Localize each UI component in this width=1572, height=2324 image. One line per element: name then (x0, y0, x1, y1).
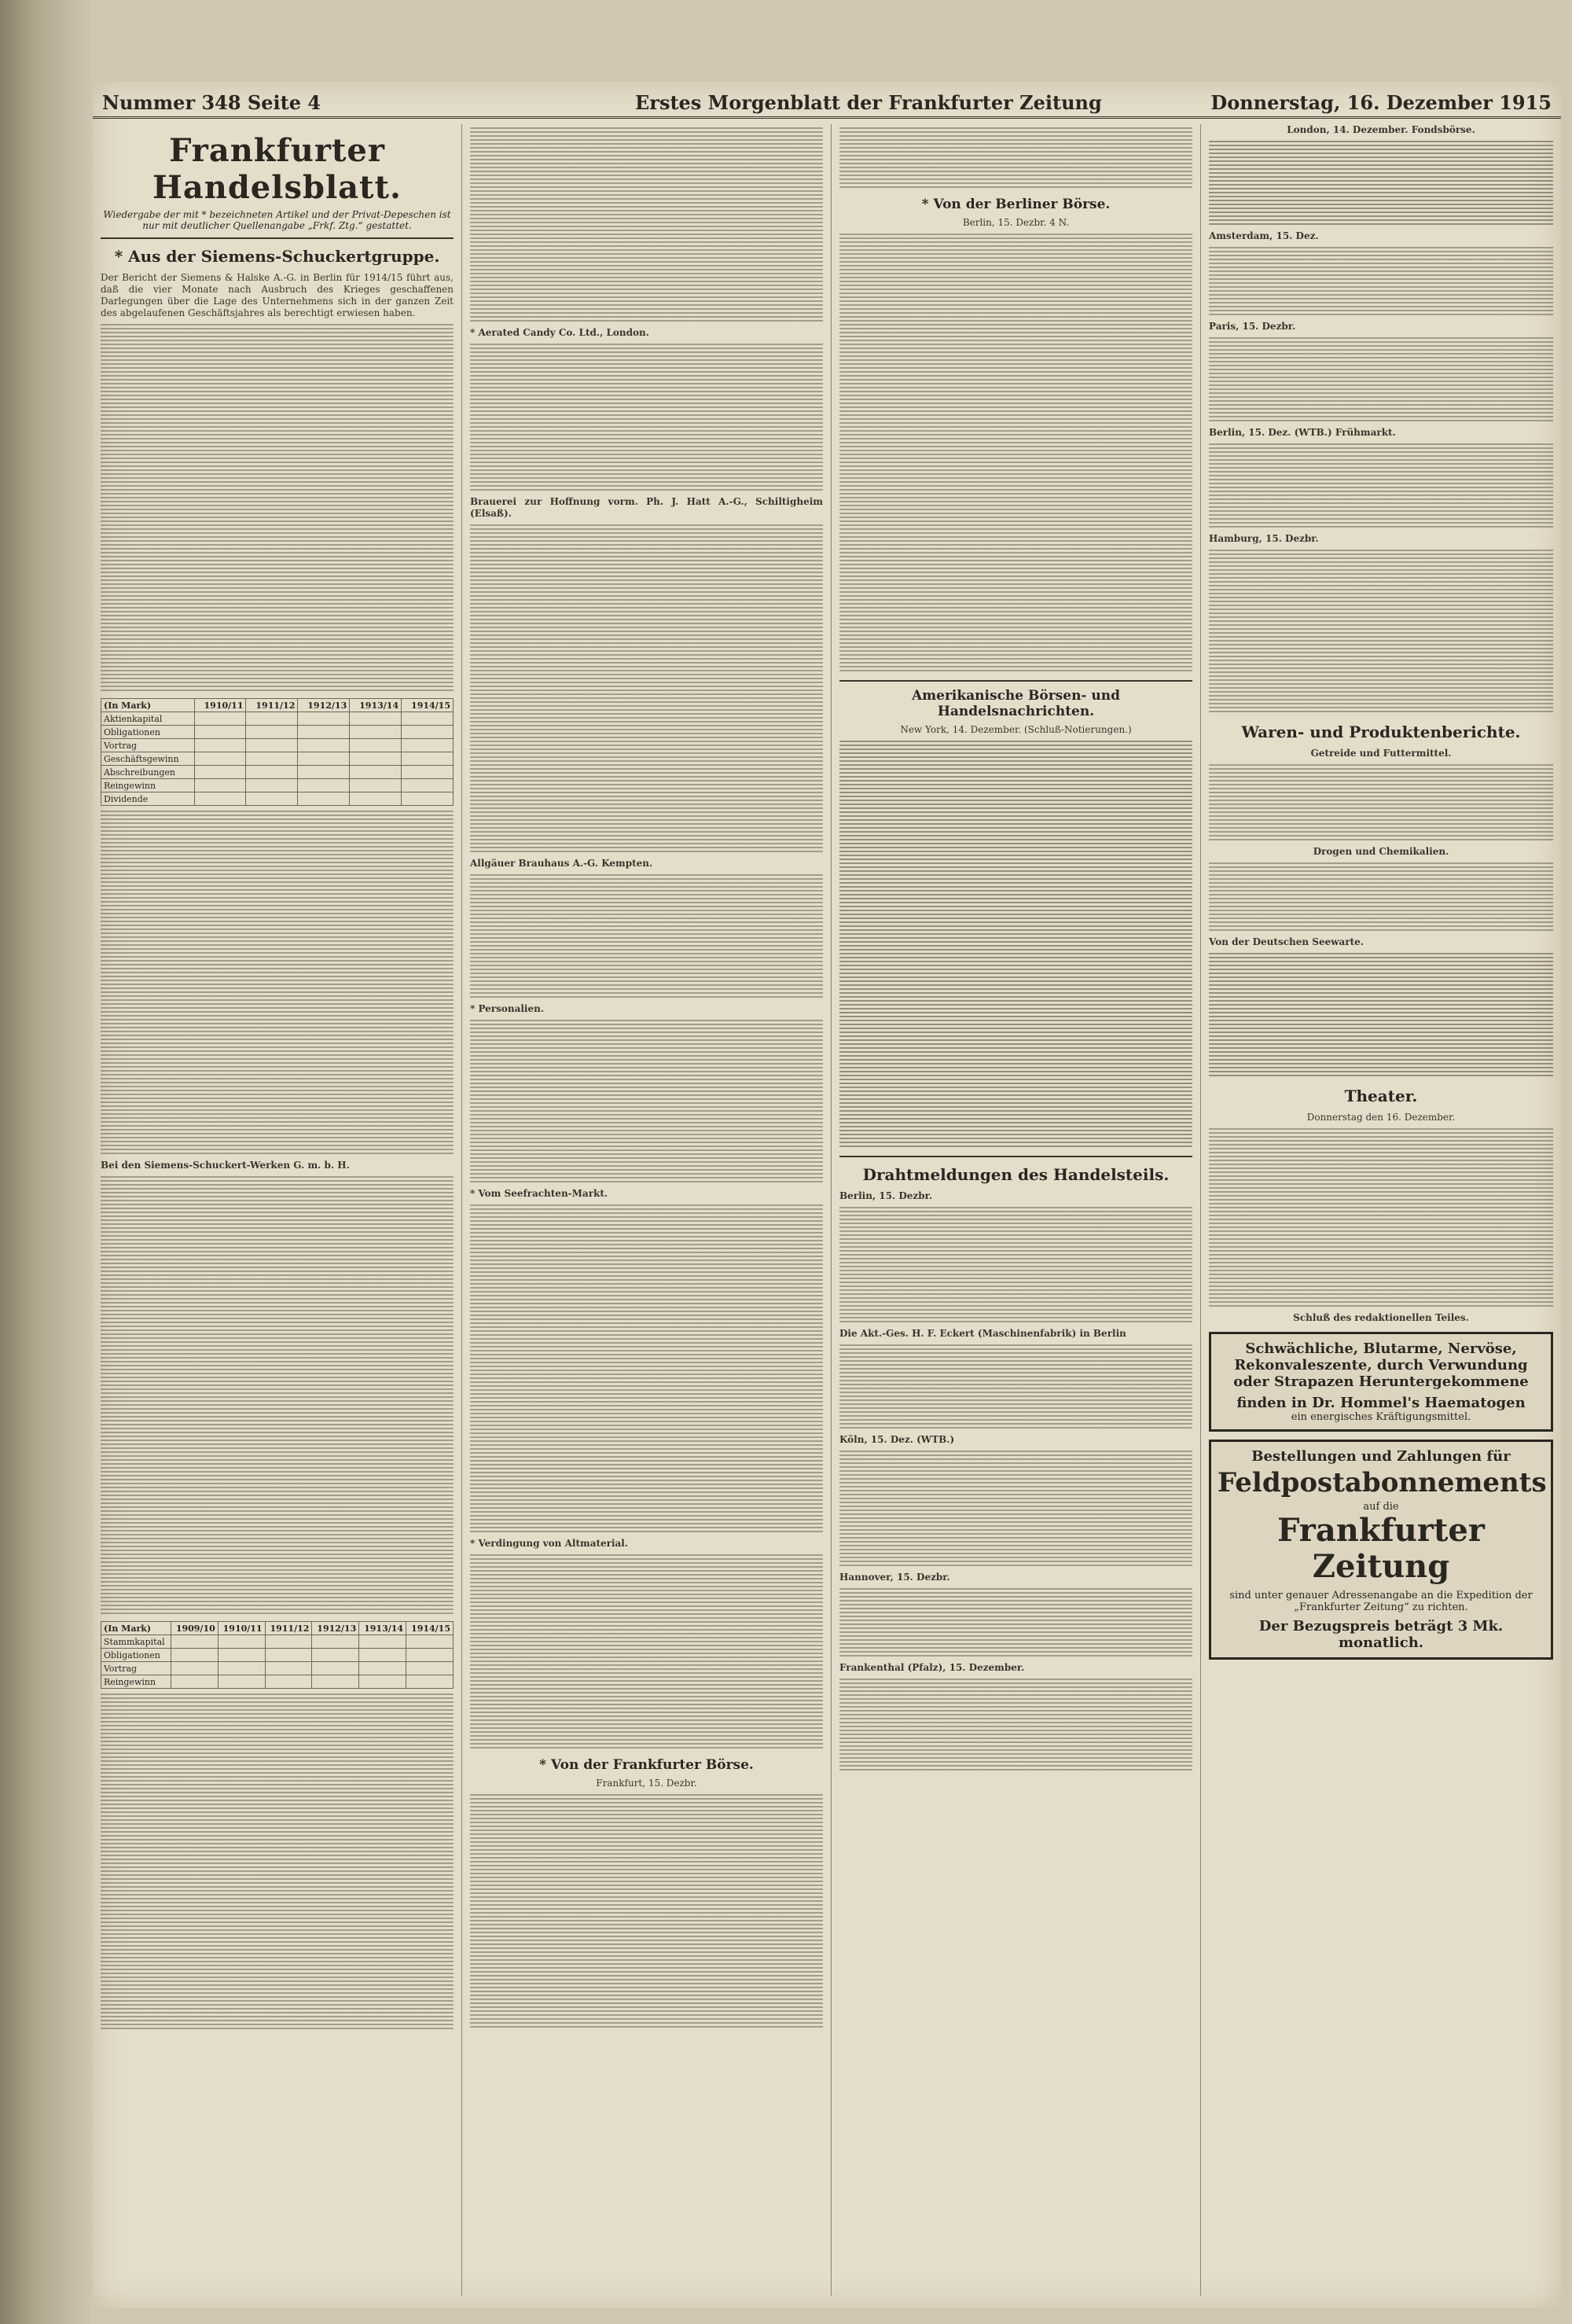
article-body-text (839, 234, 1192, 674)
article-body-text (470, 524, 823, 855)
ad-price: Der Bezugspreis beträgt 3 Mk. monatlich. (1258, 1618, 1504, 1651)
section-title-us-markets: Amerikanische Börsen- und Handelsnachrichten. (911, 688, 1121, 719)
article-body-text (1209, 247, 1553, 318)
table-row (101, 792, 454, 806)
table-cell (402, 752, 454, 766)
header-page-number: Nummer 348 Seite 4 (102, 91, 321, 114)
table-cell (402, 726, 454, 739)
article-title-siemens: * Aus der Siemens-Schuckertgruppe. (114, 247, 440, 266)
article-body-text (101, 811, 454, 1156)
table-cell: Obligationen (101, 1649, 171, 1662)
masthead-note: Wiedergabe der mit * bezeichneten Artikel und der Privat-Depeschen ist nur mit deutlicher Quellenangabe „Frkf. Ztg.“ gestattet. (103, 209, 451, 231)
table-cell (359, 1662, 406, 1675)
table-cell (350, 739, 402, 752)
article-body-text (1209, 862, 1553, 933)
table-cell (171, 1635, 218, 1649)
table-cell: Abschreibungen (101, 766, 195, 779)
table-cell (246, 779, 298, 792)
article-body-text (839, 1588, 1192, 1659)
table-cell (359, 1649, 406, 1662)
table-cell: Vortrag (101, 739, 195, 752)
table-row (101, 752, 454, 766)
table-cell (194, 792, 246, 806)
wire-report-lead: Berlin, 15. Dezbr. (839, 1190, 932, 1201)
article-body-text (470, 874, 823, 1000)
article-body-text (101, 1176, 454, 1616)
table-cell (350, 792, 402, 806)
section-title-frankfurt-boerse: * Von der Frankfurter Börse. (539, 1757, 754, 1773)
divider (101, 237, 454, 239)
table-row (101, 1649, 454, 1662)
article-body-text (839, 1679, 1192, 1773)
ad-auf-die: auf die (1363, 1501, 1399, 1513)
table-cell (265, 1675, 312, 1689)
table-row (101, 1662, 454, 1675)
table-cell (312, 1675, 359, 1689)
table-cell (350, 752, 402, 766)
table-cell (246, 739, 298, 752)
ad-top-line: Bestellungen und Zahlungen für (1251, 1448, 1511, 1465)
table-cell (246, 766, 298, 779)
weather-table-title: Von der Deutschen Seewarte. (1209, 936, 1364, 947)
table-cell (402, 712, 454, 726)
subsection-drogen: Drogen und Chemikalien. (1313, 846, 1449, 857)
table-cell (218, 1675, 265, 1689)
table-cell (406, 1649, 454, 1662)
table-cell (171, 1662, 218, 1675)
notice-brauerei-hoffnung: Brauerei zur Hoffnung vorm. Ph. J. Hatt A.-G., Schiltigheim (Elsaß). (470, 496, 823, 519)
table-cell (298, 792, 350, 806)
editorial-end-note: Schluß des redaktionellen Teiles. (1293, 1312, 1469, 1323)
article-body-text (839, 1344, 1192, 1431)
table-cell (246, 792, 298, 806)
ad-paper-name: Frankfurter Zeitung (1277, 1512, 1485, 1585)
table-row (101, 1635, 454, 1649)
table-cell (246, 752, 298, 766)
section-title-waren: Waren- und Produktenberichte. (1241, 723, 1521, 741)
section-title-drahtmeldungen: Drahtmeldungen des Handelsteils. (862, 1165, 1170, 1184)
table-header-cell: 1912/13 (312, 1622, 359, 1635)
table-cell: Stammkapital (101, 1635, 171, 1649)
column-2 (462, 124, 832, 2296)
amsterdam-report: Amsterdam, 15. Dez. (1209, 230, 1319, 241)
table-cell (194, 766, 246, 779)
article-body-text (470, 1020, 823, 1185)
masthead: Frankfurter Handelsblatt. (152, 132, 402, 206)
table-header-row (101, 699, 454, 712)
article-body-text (839, 1207, 1192, 1325)
table-cell (194, 752, 246, 766)
dateline: New York, 14. Dezember. (Schluß-Notierungen.) (900, 724, 1132, 735)
ad-line: oder Strapazen Heruntergekommene (1233, 1373, 1529, 1390)
table-cell (218, 1635, 265, 1649)
table-cell (350, 779, 402, 792)
ad-body: sind unter genauer Adressenangabe an die Expedition der „Frankfurter Zeitung“ zu richten. (1229, 1590, 1533, 1613)
table-cell (312, 1662, 359, 1675)
table-header-cell: 1914/15 (406, 1622, 454, 1635)
table-cell (406, 1662, 454, 1675)
wire-report-lead: Die Akt.-Ges. H. F. Eckert (Maschinenfabrik) in Berlin (839, 1328, 1126, 1339)
table-header-cell: 1913/14 (350, 699, 402, 712)
article-body-text (839, 127, 1192, 190)
advertisement-feldpost (1209, 1440, 1553, 1660)
table-header-cell: (In Mark) (101, 699, 195, 712)
table-row (101, 1675, 454, 1689)
table-header-cell: 1911/12 (265, 1622, 312, 1635)
financial-table-2 (101, 1621, 454, 1689)
table-header-row (101, 1622, 454, 1635)
article-body-text (470, 1554, 823, 1751)
article-body-text (1209, 764, 1553, 843)
table-cell (298, 766, 350, 779)
table-cell (246, 712, 298, 726)
table-cell (218, 1662, 265, 1675)
stock-quote-table (839, 741, 1192, 1149)
table-row (101, 739, 454, 752)
article-lead: Der Bericht der Siemens & Halske A.-G. in Berlin für 1914/15 führt aus, daß die vier Monate nach Ausbruch des Krieges geschaffenen Darlegungen über die Lage des Unternehmens sich in der ganzen Zeit des abgelaufenen Geschäftsjahres als berechtigt erwiesen haben. (101, 272, 454, 318)
article-body-text (470, 1204, 823, 1535)
table-cell (406, 1675, 454, 1689)
table-cell (359, 1675, 406, 1689)
table-cell (298, 779, 350, 792)
table-cell (350, 726, 402, 739)
table-cell (350, 712, 402, 726)
table-row (101, 726, 454, 739)
table-cell (194, 739, 246, 752)
table-header-cell: 1910/11 (194, 699, 246, 712)
table-cell (265, 1635, 312, 1649)
notice-seefrachten: * Vom Seefrachten-Markt. (470, 1188, 608, 1199)
table-cell (218, 1649, 265, 1662)
berlin-product-report: Berlin, 15. Dez. (WTB.) Frühmarkt. (1209, 427, 1396, 438)
table-header-cell: 1911/12 (246, 699, 298, 712)
page-header (93, 90, 1561, 119)
table-header-cell: (In Mark) (101, 1622, 171, 1635)
dateline: Frankfurt, 15. Dezbr. (596, 1778, 697, 1789)
financial-table-1 (101, 698, 454, 806)
column-3 (832, 124, 1201, 2296)
table-cell (298, 726, 350, 739)
article-body-text (1209, 550, 1553, 715)
article-body-text (101, 324, 454, 693)
table-cell (402, 779, 454, 792)
notice-personalien: * Personalien. (470, 1003, 545, 1014)
hamburg-report: Hamburg, 15. Dezbr. (1209, 533, 1319, 544)
table-cell (246, 726, 298, 739)
table-cell: Aktienkapital (101, 712, 195, 726)
table-header-cell: 1913/14 (359, 1622, 406, 1635)
table-cell: Dividende (101, 792, 195, 806)
header-edition: Erstes Morgenblatt der Frankfurter Zeitung (635, 91, 1102, 114)
header-date: Donnerstag, 16. Dezember 1915 (1210, 91, 1552, 114)
subsection-getreide: Getreide und Futtermittel. (1310, 748, 1452, 759)
table-cell (359, 1635, 406, 1649)
ad-line: Schwächliche, Blutarme, Nervöse, (1245, 1340, 1517, 1357)
table-cell (406, 1635, 454, 1649)
theater-date: Donnerstag den 16. Dezember. (1306, 1112, 1456, 1123)
table-cell (298, 712, 350, 726)
table-cell: Reingewinn (101, 1675, 171, 1689)
table-row (101, 779, 454, 792)
dateline: Berlin, 15. Dezbr. 4 N. (962, 217, 1070, 228)
table-header-cell: 1914/15 (402, 699, 454, 712)
table-cell (402, 792, 454, 806)
table-cell (194, 779, 246, 792)
book-binding (0, 0, 93, 2324)
exchange-quote-table (1209, 141, 1553, 227)
table-cell (312, 1635, 359, 1649)
table-cell (312, 1649, 359, 1662)
table-cell (265, 1649, 312, 1662)
section-title-berlin-boerse: * Von der Berliner Börse. (921, 197, 1111, 212)
newspaper-page (93, 82, 1561, 2308)
table-cell (402, 766, 454, 779)
london-exchange-head: London, 14. Dezember. Fondsbörse. (1287, 124, 1475, 135)
article-body-text (839, 1451, 1192, 1568)
table-cell (350, 766, 402, 779)
table-cell (265, 1662, 312, 1675)
wire-report-lead: Hannover, 15. Dezbr. (839, 1572, 950, 1583)
table-cell (194, 712, 246, 726)
table-cell: Vortrag (101, 1662, 171, 1675)
table-cell (298, 739, 350, 752)
wire-report-lead: Köln, 15. Dez. (WTB.) (839, 1434, 955, 1445)
table-header-cell: 1909/10 (171, 1622, 218, 1635)
table-row (101, 712, 454, 726)
table-header-cell: 1910/11 (218, 1622, 265, 1635)
article-body-text (470, 127, 823, 324)
article-subtitle: Bei den Siemens-Schuckert-Werken G. m. b. H. (101, 1160, 350, 1171)
table-cell: Reingewinn (101, 779, 195, 792)
table-cell: Geschäftsgewinn (101, 752, 195, 766)
column-1 (93, 124, 462, 2296)
table-cell (171, 1649, 218, 1662)
column-4 (1201, 124, 1561, 2296)
table-cell (402, 739, 454, 752)
table-cell: Obligationen (101, 726, 195, 739)
ad-brand: finden in Dr. Hommel's Haematogen (1236, 1395, 1526, 1411)
article-body-text (1209, 337, 1553, 424)
divider (839, 680, 1192, 682)
notice-allgaeuer: Allgäuer Brauhaus A.-G. Kempten. (470, 858, 653, 869)
ad-tagline: ein energisches Kräftigungsmittel. (1291, 1411, 1471, 1423)
notice-altmaterial: * Verdingung von Altmaterial. (470, 1538, 629, 1549)
article-body-text (1209, 443, 1553, 530)
theater-listings (1209, 1128, 1553, 1309)
table-cell (194, 726, 246, 739)
table-cell (298, 752, 350, 766)
notice-aerated-candy: * Aerated Candy Co. Ltd., London. (470, 327, 649, 338)
wire-reports (839, 1190, 1192, 1773)
divider (839, 1156, 1192, 1157)
ad-headline: Feldpostabonnements (1218, 1467, 1547, 1498)
table-cell (171, 1675, 218, 1689)
wire-report-lead: Frankenthal (Pfalz), 15. Dezember. (839, 1662, 1025, 1673)
advertisement-haematogen (1209, 1332, 1553, 1432)
table-header-cell: 1912/13 (298, 699, 350, 712)
article-body-text (101, 1693, 454, 2032)
paris-report: Paris, 15. Dezbr. (1209, 321, 1296, 332)
weather-table (1209, 953, 1553, 1079)
section-title-theater: Theater. (1344, 1087, 1418, 1105)
article-body-text (470, 1794, 823, 2030)
table-row (101, 766, 454, 779)
ad-line: Rekonvaleszente, durch Verwundung (1234, 1357, 1528, 1373)
article-body-text (470, 344, 823, 493)
